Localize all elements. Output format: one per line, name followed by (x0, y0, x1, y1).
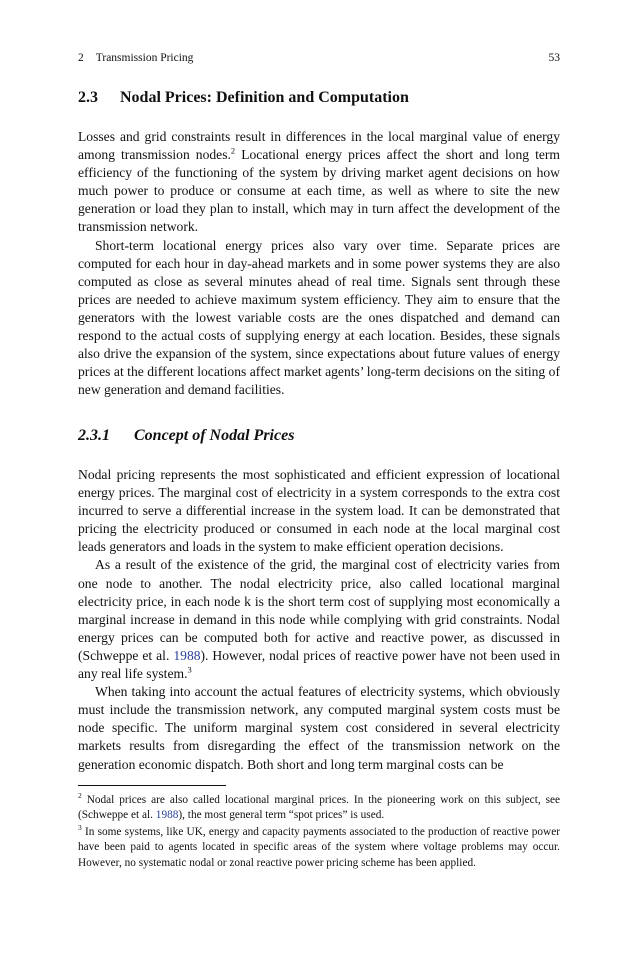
citation-link-schweppe-1988[interactable]: 1988 (155, 809, 179, 822)
paragraph-text: Locational energy prices affect the short and long term efficiency of the functioning of the system by driving market agent decisions on how much power to produce or consume at each time, as well as where to site the new generation or load they plan to install, which may in turn affect the development of the transmission network. (78, 147, 561, 235)
subsection-paragraph-1: Nodal pricing represents the most sophisticated and efficient expression of locational energy prices. The marginal cost of electricity in a system corresponds to the extra cost incurred to serve a differential increase in the system load. It can be demonstrated that pricing the electricity produced or consumed in each node at the local marginal cost leads generators and loads in the system to make efficient operation decisions. (78, 467, 560, 555)
footnote-text: Nodal prices are also called locational marginal prices. In the pioneering work on this subject, see (Schweppe et al. (78, 794, 561, 822)
footnote-number: 3 (78, 823, 82, 833)
subsection-paragraph-3: When taking into account the actual features of electricity systems, which obviously must include the transmission network, any computed marginal system costs must be node specific. The uniform marginal system cost considered in several electricity markets results from disregarding the effect of the transmission network on the generation economic dispatch. Both short and long term marginal costs can be (78, 684, 560, 772)
running-head (78, 52, 560, 64)
footnote-number: 2 (78, 791, 82, 801)
chapter-number: 2 (78, 52, 84, 64)
section-number: 2.3 (78, 89, 98, 106)
footnote-3 (78, 825, 560, 871)
running-head-chapter (78, 52, 205, 64)
subsection-body (78, 466, 560, 774)
paragraph-text: As a result of the existence of the grid, the marginal cost of electricity varies from one node to another. The nodal electricity price, also called locational marginal electricity price, in each node k is the short term cost of supplying most economically a marginal increase in demand in this node while complying with grid constraints. Nodal energy prices can be computed both for active and reactive power, as discussed in (Schweppe et al. (78, 557, 560, 663)
chapter-title: Transmission Pricing (95, 52, 194, 64)
section-paragraph-2: Short-term locational energy prices also vary over time. Separate prices are computed for each hour in day-ahead markets and in some power systems they are also computed as close as several minutes ahead of real time. Signals sent through these prices are needed to achieve maximum system efficiency. They aim to ensure that the generators with the lowest variable costs are the ones dispatched and demand can respond to the actual costs of supplying energy at each location. Besides, these signals also drive the expansion of the system, since expectations about future values of energy prices at the different locations affect market agents’ long-term decisions on the siting of new generation and demand facilities. (78, 237, 560, 398)
paragraph-text: Losses and grid constraints result in differences in the local marginal value of energy among transmission nodes. (78, 129, 560, 163)
section-paragraph-1 (78, 128, 560, 237)
footnote-text: ), the most general term “spot prices” is used. (178, 809, 385, 822)
page-number: 53 (548, 52, 560, 64)
subsection-heading (78, 427, 560, 445)
citation-link-schweppe-1988[interactable]: 1988 (173, 647, 201, 663)
footnote-divider (78, 785, 226, 786)
section-body (78, 128, 560, 399)
paragraph-text: ). However, nodal prices of reactive power have not been used in any real life system. (78, 647, 560, 682)
section-title: Nodal Prices: Definition and Computation (120, 89, 409, 106)
section-heading (78, 89, 560, 107)
footnote-text: In some systems, like UK, energy and capacity payments associated to the production of reactive power have been paid to agents located in specific areas of the system where voltage problems may occur. However, no systematic nodal or zonal reactive power pricing scheme has been applied. (78, 825, 560, 869)
footnote-ref-2[interactable]: 2 (230, 145, 236, 156)
subsection-number: 2.3.1 (78, 427, 110, 444)
subsection-paragraph-2 (78, 556, 560, 683)
subsection-title: Concept of Nodal Prices (134, 427, 295, 444)
footnotes (78, 793, 560, 872)
footnote-ref-3[interactable]: 3 (187, 664, 192, 675)
footnote-2 (78, 793, 560, 824)
